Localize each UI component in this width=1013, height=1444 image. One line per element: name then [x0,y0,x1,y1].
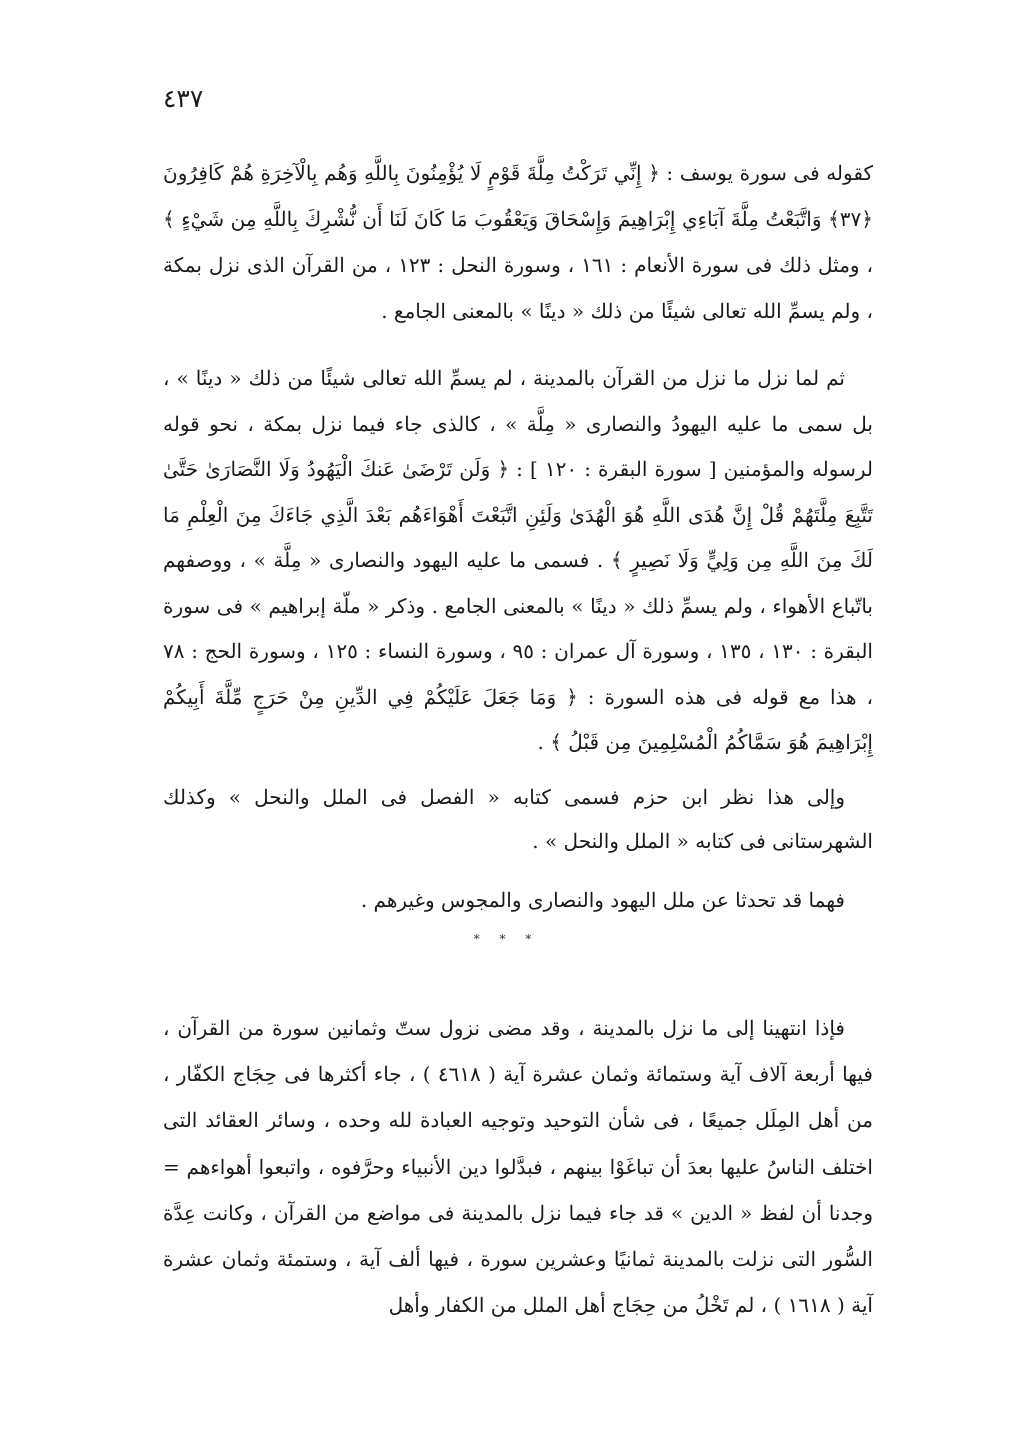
paragraph-ibn-hazm [163,775,873,863]
page-number: ٤٣٧ [163,84,204,113]
paragraph-text: كقوله فى سورة يوسف : ﴿ إِنِّي تَرَكْتُ مِلَّةَ قَوْمٍ لَا يُؤْمِنُونَ بِاللَّهِ وَهُم بِالْآخِرَةِ هُمْ كَافِرُونَ ﴿٣٧﴾ وَاتَّبَعْتُ مِلَّةَ آبَاءِي إِبْرَاهِيمَ وَإِسْحَاقَ وَيَعْقُوبَ مَا كَانَ لَنَا أَن نُّشْرِكَ بِاللَّهِ مِن شَيْءٍ ﴾ ، ومثل ذلك فى سورة الأنعام : ١٦١ ، وسورة النحل : ١٢٣ ، من القرآن الذى نزل بمكة ، ولم يسمِّ الله تعالى شيئًا من ذلك « دينًا » بالمعنى الجامع . [163,161,874,323]
paragraph-text: وإلى هذا نظر ابن حزم فسمى كتابه « الفصل فى الملل والنحل » وكذلك الشهرستانى فى كتابه « الملل والنحل » . [163,785,873,853]
paragraph-milal-summary [163,878,873,922]
section-separator: * * * [473,932,540,946]
paragraph-madinah-din [163,1005,873,1328]
paragraph-surah-yusuf [163,150,873,334]
paragraph-madinah-millah [163,356,873,766]
paragraph-text: ثم لما نزل ما نزل من القرآن بالمدينة ، لم يسمِّ الله تعالى شيئًا من ذلك « دينًا » ، بل سمى ما عليه اليهودُ والنصارى « مِلَّة » ، كالذى جاء فيما نزل بمكة ، نحو قوله لرسوله والمؤمنين [ سورة البقرة : ١٢٠ ] : ﴿ وَلَن تَرْضَىٰ عَنكَ الْيَهُودُ وَلَا النَّصَارَىٰ حَتَّىٰ تَتَّبِعَ مِلَّتَهُمْ قُلْ إِنَّ هُدَى اللَّهِ هُوَ الْهُدَىٰ وَلَئِنِ اتَّبَعْتَ أَهْوَاءَهُم بَعْدَ الَّذِي جَاءَكَ مِنَ الْعِلْمِ مَا لَكَ مِنَ اللَّهِ مِن وَلِيٍّ وَلَا نَصِيرٍ ﴾ . فسمى ما عليه اليهود والنصارى « مِلَّة » ، ووصفهم باتّباع الأهواء ، ولم يسمِّ ذلك « دينًا » بالمعنى الجامع . وذكر « ملّة إبراهيم » فى سورة البقرة : ١٣٠ ، ١٣٥ ، وسورة آل عمران : ٩٥ ، وسورة النساء : ١٢٥ ، وسورة الحج : ٧٨ ، هذا مع قوله فى هذه السورة : ﴿ وَمَا جَعَلَ عَلَيْكُمْ فِي الدِّينِ مِنْ حَرَجٍ مِّلَّةَ أَبِيكُمْ إِبْرَاهِيمَ هُوَ سَمَّاكُمُ الْمُسْلِمِينَ مِن قَبْلُ ﴾ . [163,366,873,754]
paragraph-text: فإذا انتهينا إلى ما نزل بالمدينة ، وقد مضى نزول ستّ وثمانين سورة من القرآن ، فيها أربعة آلاف آية وستمائة وثمان عشرة آية ( ٤٦١٨ ) ، جاء أكثرها فى حِجَاج الكفّار ، من أهل المِلَل جميعًا ، فى شأن التوحيد وتوجيه العبادة لله وحده ، وسائر العقائد التى اختلف الناسُ عليها بعدَ أن تباغَوْا بينهم ، فبدَّلوا دين الأنبياء وحرَّفوه ، واتبعوا أهواءهم = وجدنا أن لفظ « الدين » قد جاء فيما نزل بالمدينة فى مواضع من القرآن ، وكانت عِدَّة السُّور التى نزلت بالمدينة ثمانيًا وعشرين سورة ، فيها ألف آية ، وستمئة وثمان عشرة آية ( ١٦١٨ ) ، لم تَخْلُ من حِجَاج أهل الملل من الكفار وأهل [163,1016,873,1318]
paragraph-text: فهما قد تحدثا عن ملل اليهود والنصارى والمجوس وغيرهم . [360,888,845,912]
